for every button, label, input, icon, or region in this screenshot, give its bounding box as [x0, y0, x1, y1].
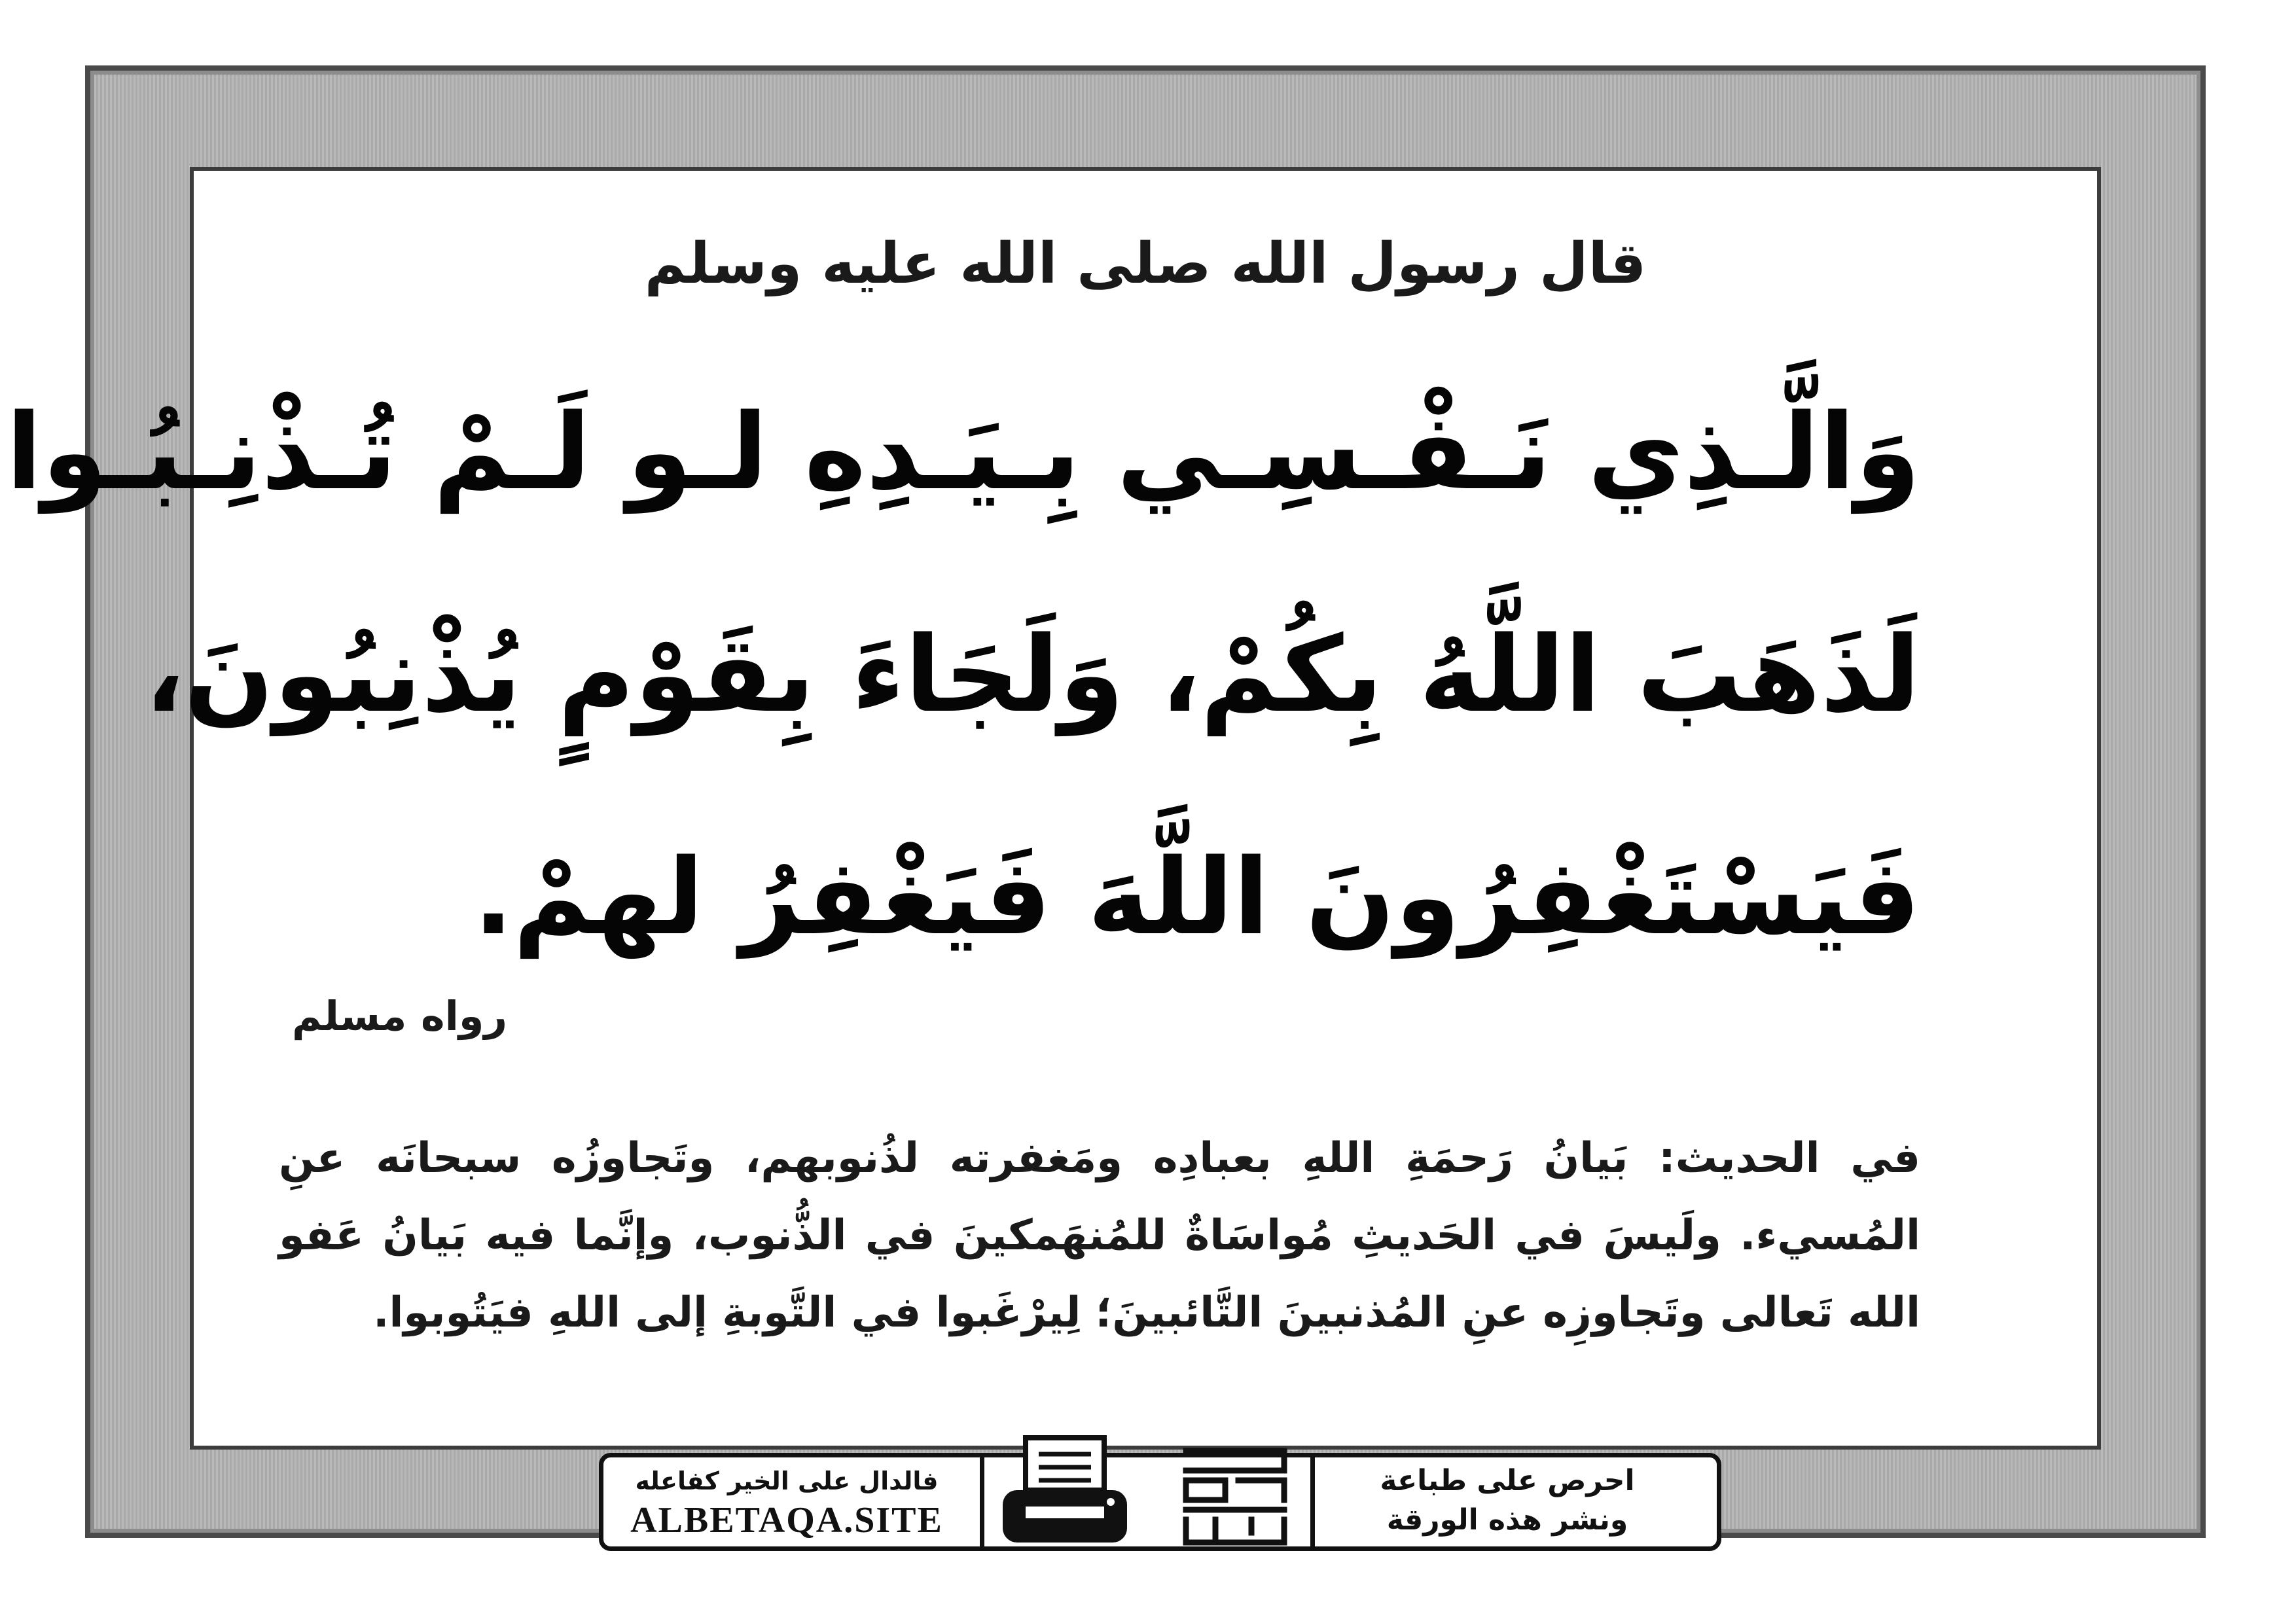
hadith-intro: قال رسول الله صلى الله عليه وسلم [644, 231, 1647, 296]
footer-divider [1310, 1457, 1315, 1546]
hadith-line-1: وَالَّـذِي نَـفْـسِـي بِـيَـدِهِ لـو لَـمْ تُـذْنِـبُـوا [6, 391, 1920, 513]
content-card [6, 167, 2101, 1450]
footer-proverb: فالدال على الخير كفاعله [635, 1467, 939, 1495]
call-line-2: ونشر هذه الورقة [1386, 1503, 1628, 1537]
hadith-line-3: فَيَسْتَغْفِرُونَ اللَّهَ فَيَغْفِرُ لهمْ. [473, 836, 1920, 958]
dawah-logo-icon [1179, 1444, 1291, 1549]
hadith-line-2: لَذَهَبَ اللَّهُ بِكُمْ، وَلَجَاءَ بِقَوْمٍ يُذْنِبُونَ، [144, 613, 1920, 736]
footer-divider [980, 1457, 984, 1546]
hadith-text [6, 341, 1920, 1008]
site-link[interactable]: ALBETAQA.SITE [630, 1500, 943, 1541]
footer-banner [599, 1453, 1721, 1551]
footer-site-box [617, 1457, 957, 1546]
footer-call-to-action [1337, 1461, 1677, 1540]
printer-icon [999, 1431, 1130, 1549]
commentary-paragraph: في الحديث: بَيانُ رَحمَةِ اللهِ بعبادِه ومَغفرته لذُنوبهم، وتَجاوزُه سبحانَه عنِ المُسيء. ولَيسَ في الحَديثِ مُواسَاةٌ للمُنهَمكينَ في الذُّنوب، وإنَّما فيه بَيانُ عَفو الله تَعالى وتَجاوزِه عنِ المُذنبينَ التَّائبينَ؛ لِيرْغَبوا في التَّوبةِ إلى اللهِ فيَتُوبوا. [279, 1134, 1920, 1337]
hadith-source: رواه مسلم [292, 992, 508, 1040]
call-line-1: احرص على طباعة [1380, 1464, 1635, 1497]
